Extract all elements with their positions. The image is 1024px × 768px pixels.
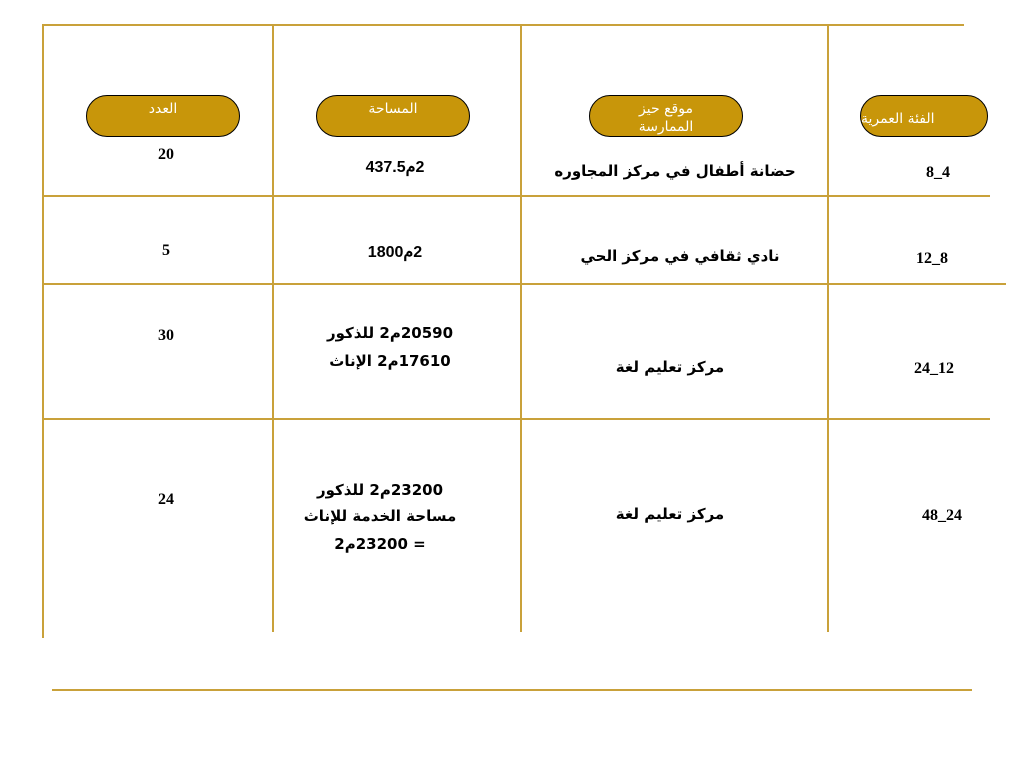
row-3-count: 30: [158, 327, 174, 344]
row-1-location: حضانة أطفال في مركز المجاوره: [554, 162, 796, 180]
row-4-location: مركز تعليم لغة: [615, 505, 725, 523]
header-area: المساحة: [316, 95, 470, 137]
header-age-group: الفئة العمرية: [860, 95, 988, 137]
row-3-location: مركز تعليم لغة: [615, 358, 725, 376]
row-4-age: 24_48: [922, 507, 962, 524]
row-2-age: 8_12: [916, 250, 948, 267]
col-divider-2: [272, 24, 274, 632]
row-4-count: 24: [158, 491, 174, 508]
row-2-area: 2م1800: [367, 244, 423, 261]
row-2-location: نادي ثقافي في مركز الحي: [580, 247, 780, 265]
row-2-count: 5: [162, 242, 170, 259]
row-rule-3: [42, 418, 990, 420]
col-divider-1: [42, 24, 44, 638]
top-rule: [42, 24, 964, 26]
row-4-area-line-3: = 23200م2: [334, 535, 426, 553]
bottom-rule: [52, 689, 972, 691]
row-4-area-line-2: مساحة الخدمة للإناث: [303, 507, 457, 525]
row-3-area-line-2: 17610م2 الإناث: [329, 352, 451, 370]
row-3-area-line-1: 20590م2 للذكور: [326, 324, 454, 342]
row-1-count: 20: [158, 146, 174, 163]
row-rule-2: [42, 283, 1006, 285]
row-1-area: 2م437.5: [365, 159, 425, 176]
row-rule-1: [42, 195, 990, 197]
header-count: العدد: [86, 95, 240, 137]
row-3-age: 12_24: [914, 360, 954, 377]
col-divider-3: [520, 24, 522, 632]
row-4-area-line-1: 23200م2 للذكور: [316, 481, 444, 499]
row-1-age: 4_8: [926, 164, 950, 181]
col-divider-4: [827, 24, 829, 632]
header-location: موقع حيز الممارسة: [589, 95, 743, 137]
